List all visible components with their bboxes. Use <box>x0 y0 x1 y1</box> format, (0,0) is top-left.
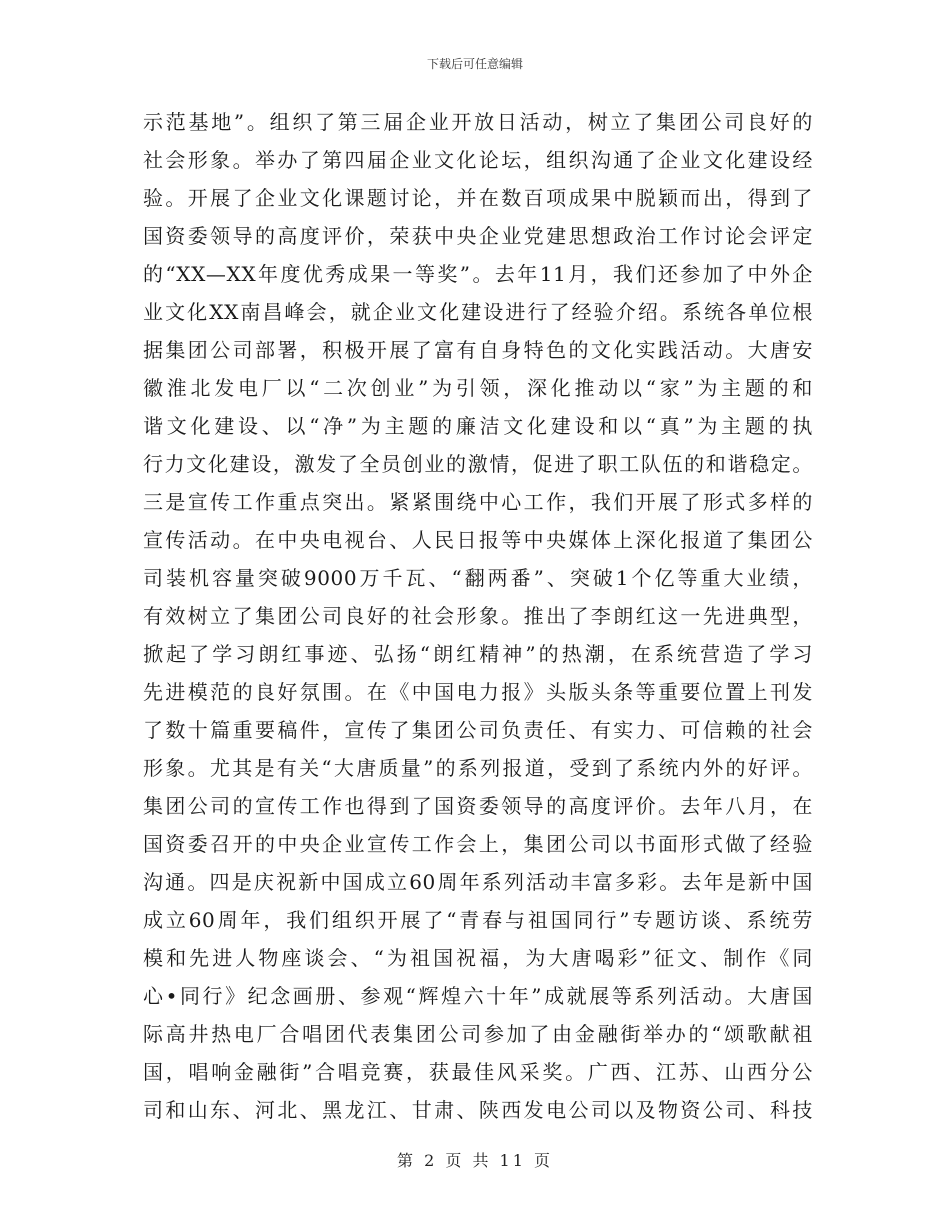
text-line: 宣传活动。在中央电视台、人民日报等中央媒体上深化报道了集团公 <box>143 528 813 552</box>
text-line: 国资委召开的中央企业宣传工作会上，集团公司以书面形式做了经验 <box>143 832 813 856</box>
page-header: 下载后可任意编辑 <box>426 57 523 71</box>
text-line: 社会形象。举办了第四届企业文化论坛，组织沟通了企业文化建设经 <box>143 148 813 172</box>
text-line: 了数十篇重要稿件，宣传了集团公司负责任、有实力、可信赖的社会 <box>143 718 813 742</box>
text-line: 司装机容量突破9000万千瓦、“翻两番”、突破1个亿等重大业绩， <box>143 566 813 590</box>
text-line: 沟通。四是庆祝新中国成立60周年系列活动丰富多彩。去年是新中国 <box>143 870 813 894</box>
text-line: 行力文化建设，激发了全员创业的激情，促进了职工队伍的和谐稳定。 <box>143 452 813 476</box>
text-line: 有效树立了集团公司良好的社会形象。推出了李朗红这一先进典型， <box>143 604 813 628</box>
text-line: 据集团公司部署，积极开展了富有自身特色的文化实践活动。大唐安 <box>143 338 813 362</box>
text-line: 国，唱响金融街”合唱竞赛，获最佳风采奖。广西、江苏、山西分公 <box>143 1060 813 1084</box>
text-line: 国资委领导的高度评价，荣获中央企业党建思想政治工作讨论会评定 <box>143 224 813 248</box>
text-line: 业文化XX南昌峰会，就企业文化建设进行了经验介绍。系统各单位根 <box>143 300 813 324</box>
text-line: 集团公司的宣传工作也得到了国资委领导的高度评价。去年八月，在 <box>143 794 813 818</box>
text-line: 心•同行》纪念画册、参观“辉煌六十年”成就展等系列活动。大唐国 <box>143 984 813 1008</box>
text-line: 示范基地”。组织了第三届企业开放日活动，树立了集团公司良好的 <box>143 110 813 134</box>
text-line: 验。开展了企业文化课题讨论，并在数百项成果中脱颖而出，得到了 <box>143 186 813 210</box>
text-line: 司和山东、河北、黑龙江、甘肃、陕西发电公司以及物资公司、科技 <box>143 1098 813 1122</box>
text-line: 际高井热电厂合唱团代表集团公司参加了由金融街举办的“颂歌献祖 <box>143 1022 813 1046</box>
page-number-footer: 第 2 页 共 11 页 <box>397 1151 553 1170</box>
text-line: 模和先进人物座谈会、“为祖国祝福，为大唐喝彩”征文、制作《同 <box>143 946 813 970</box>
text-line: 形象。尤其是有关“大唐质量”的系列报道，受到了系统内外的好评。 <box>143 756 813 780</box>
text-line: 谐文化建设、以“净”为主题的廉洁文化建设和以“真”为主题的执 <box>143 414 813 438</box>
text-line: 徽淮北发电厂以“二次创业”为引领，深化推动以“家”为主题的和 <box>143 376 813 400</box>
text-line: 先进模范的良好氛围。在《中国电力报》头版头条等重要位置上刊发 <box>143 680 813 704</box>
text-line: 成立60周年，我们组织开展了“青春与祖国同行”专题访谈、系统劳 <box>143 908 813 932</box>
text-line: 的“XX—XX年度优秀成果一等奖”。去年11月，我们还参加了中外企 <box>143 262 813 286</box>
text-line: 掀起了学习朗红事迹、弘扬“朗红精神”的热潮，在系统营造了学习 <box>143 642 813 666</box>
text-line: 三是宣传工作重点突出。紧紧围绕中心工作，我们开展了形式多样的 <box>143 490 813 514</box>
document-body <box>143 103 813 1129</box>
